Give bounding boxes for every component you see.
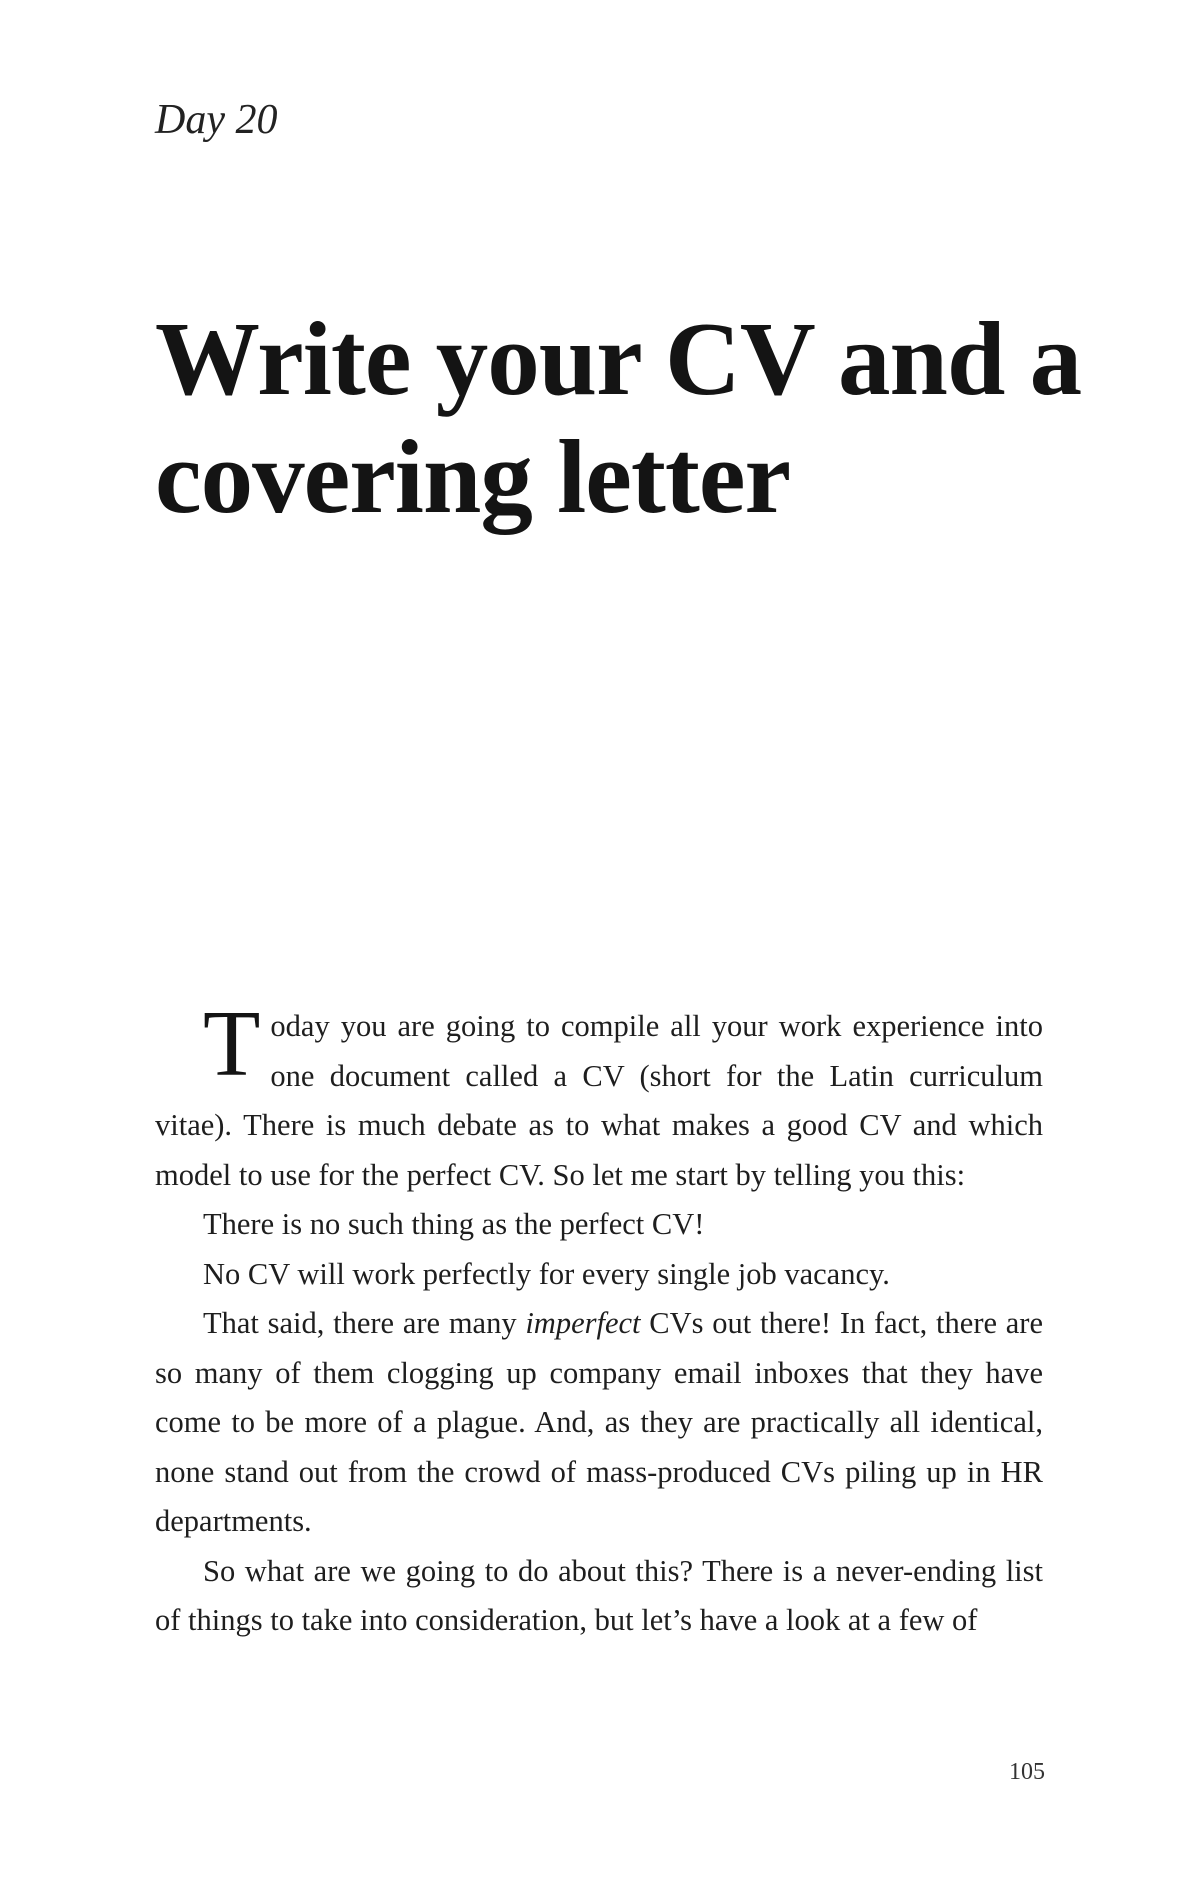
page-number: 105 xyxy=(1009,1759,1045,1785)
paragraph-1-text: oday you are going to compile all your work experience into one document called a CV (short for the Latin curriculum vitae). There is much debate as to what makes a good CV and which model to use for the perfect CV. So let me start by telling you this: xyxy=(155,1009,1043,1192)
paragraph-2: There is no such thing as the perfect CV! xyxy=(203,1207,705,1241)
day-label: Day 20 xyxy=(155,97,278,143)
paragraph-4-start: That said, there are many xyxy=(203,1306,526,1340)
paragraph-4 xyxy=(155,1299,1043,1547)
paragraph-3: No CV will work perfectly for every single job vacancy. xyxy=(203,1256,890,1291)
chapter-title: Write your CV and a covering letter xyxy=(155,300,1082,535)
paragraph-1 xyxy=(155,992,1043,1200)
paragraph-5: So what are we going to do about this? There is a never-ending list of things to take into consideration, but let’s have a look at a few of xyxy=(155,1553,1043,1637)
body-text xyxy=(155,992,1043,1646)
emphasis-imperfect: imperfect xyxy=(525,1306,641,1340)
paragraph-4-end: CVs out there! In fact, there are so many of them clogging up company email inboxes that they have come to be more of a plague. And, as they are practically all identical, none stand out from the crowd of mass-produced CVs piling up in HR departments. xyxy=(155,1306,1043,1538)
drop-cap: T xyxy=(203,992,261,1096)
